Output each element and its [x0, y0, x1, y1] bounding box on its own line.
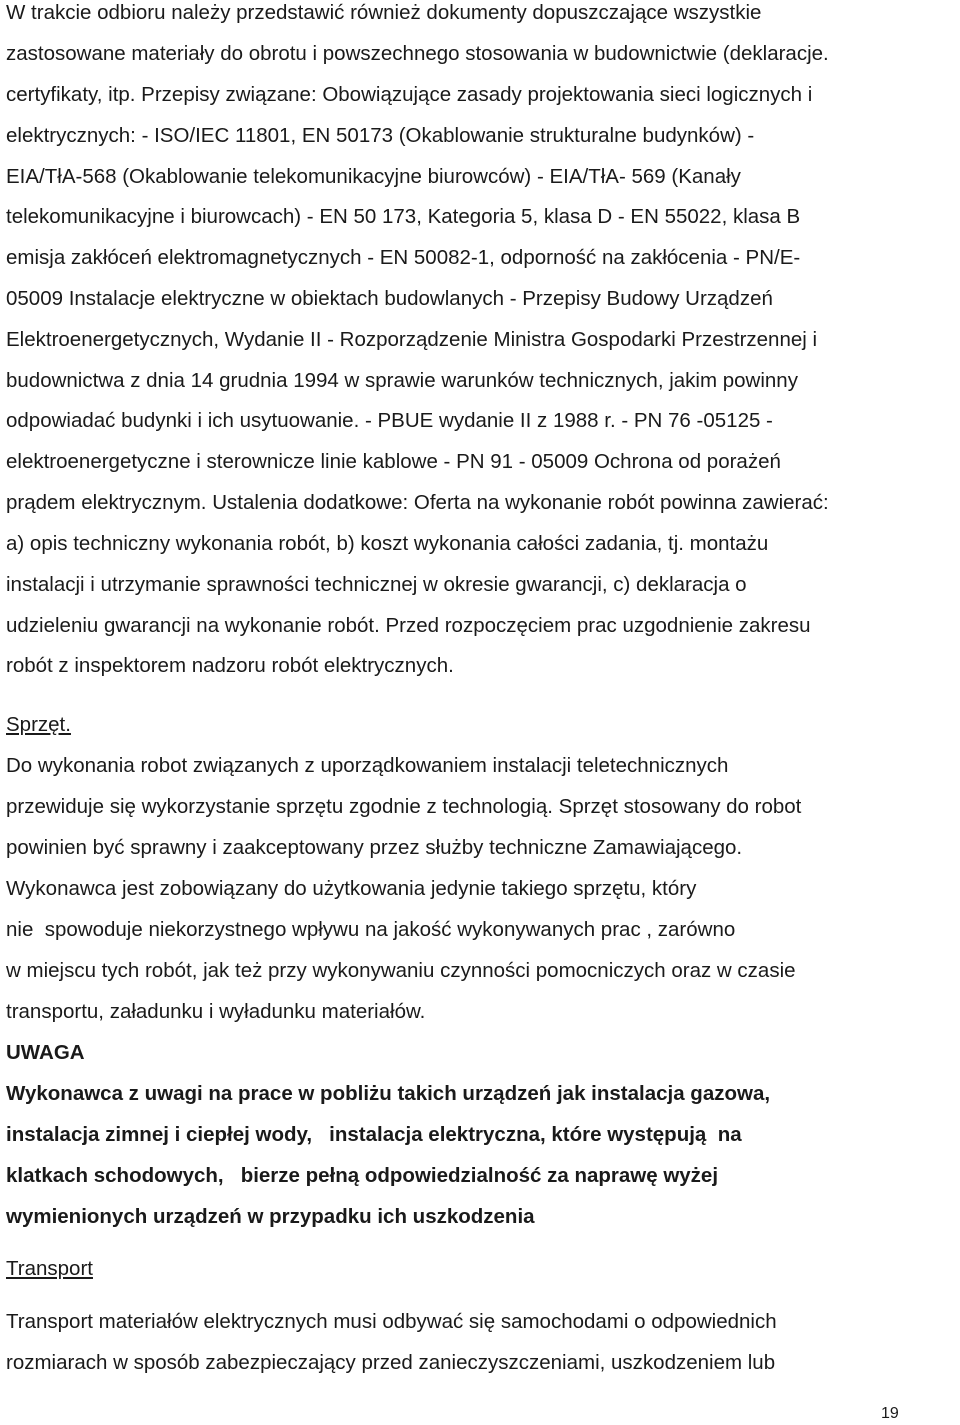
para1-line: robót z inspektorem nadzoru robót elektrycznych.	[6, 654, 454, 677]
para1-line: elektroenergetyczne i sterownicze linie kablowe - PN 91 - 05009 Ochrona od porażeń	[6, 450, 781, 473]
para1-line: telekomunikacyjne i biurowcach) - EN 50 173, Kategoria 5, klasa D - EN 55022, klasa B	[6, 205, 801, 228]
para1-line: W trakcie odbioru należy przedstawić również dokumenty dopuszczające wszystkie	[6, 1, 762, 24]
uwaga-line: klatkach schodowych, bierze pełną odpowiedzialność za naprawę wyżej	[6, 1164, 719, 1187]
para2-line: Do wykonania robot związanych z uporządkowaniem instalacji teletechnicznych	[6, 754, 729, 777]
para2-line: w miejscu tych robót, jak też przy wykonywaniu czynności pomocniczych oraz w czasie	[6, 959, 796, 982]
para1-line: prądem elektrycznym. Ustalenia dodatkowe: Oferta na wykonanie robót powinna zawierać:	[6, 491, 829, 514]
uwaga-line: wymienionych urządzeń w przypadku ich uszkodzenia	[6, 1205, 535, 1228]
para1-line: certyfikaty, itp. Przepisy związane: Obowiązujące zasady projektowania sieci logicznych i	[6, 83, 813, 106]
para2-line: transportu, załadunku i wyładunku materiałów.	[6, 1000, 426, 1023]
para2-line: powinien być sprawny i zaakceptowany przez służby techniczne Zamawiającego.	[6, 836, 743, 859]
para1-line: udzieleniu gwarancji na wykonanie robót. Przed rozpoczęciem prac uzgodnienie zakresu	[6, 614, 811, 637]
para1-line: odpowiadać budynki i ich usytuowanie. - PBUE wydanie II z 1988 r. - PN 76 -05125 -	[6, 409, 773, 432]
para3-line: rozmiarach w sposób zabezpieczający przed zanieczyszczeniami, uszkodzeniem lub	[6, 1351, 776, 1374]
para1-line: instalacji i utrzymanie sprawności technicznej w okresie gwarancji, c) deklaracja o	[6, 573, 747, 596]
para1-line: budownictwa z dnia 14 grudnia 1994 w sprawie warunków technicznych, jakim powinny	[6, 369, 798, 392]
page-number: 19	[881, 1405, 899, 1422]
para1-line: emisja zakłóceń elektromagnetycznych - EN 50082-1, odporność na zakłócenia - PN/E-	[6, 246, 801, 269]
para1-line: elektrycznych: - ISO/IEC 11801, EN 50173 (Okablowanie strukturalne budynków) -	[6, 124, 755, 147]
para1-line: a) opis techniczny wykonania robót, b) koszt wykonania całości zadania, tj. montażu	[6, 532, 769, 555]
para1-line: Elektroenergetycznych, Wydanie II - Rozporządzenie Ministra Gospodarki Przestrzennej i	[6, 328, 818, 351]
para1-line: 05009 Instalacje elektryczne w obiektach budowlanych - Przepisy Budowy Urządzeń	[6, 287, 773, 310]
para2-line: przewiduje się wykorzystanie sprzętu zgodnie z technologią. Sprzęt stosowany do robot	[6, 795, 802, 818]
para1-line: EIA/TłA-568 (Okablowanie telekomunikacyjne biurowców) - EIA/TłA- 569 (Kanały	[6, 165, 741, 188]
section-heading-uwaga: UWAGA	[6, 1041, 85, 1064]
uwaga-line: instalacja zimnej i ciepłej wody, instalacja elektryczna, które występują na	[6, 1123, 742, 1146]
section-heading-transport: Transport	[6, 1257, 93, 1280]
para1-line: zastosowane materiały do obrotu i powszechnego stosowania w budownictwie (deklaracje.	[6, 42, 829, 65]
uwaga-line: Wykonawca z uwagi na prace w pobliżu takich urządzeń jak instalacja gazowa,	[6, 1082, 771, 1105]
section-heading-sprzet: Sprzęt.	[6, 713, 71, 736]
para3-line: Transport materiałów elektrycznych musi odbywać się samochodami o odpowiednich	[6, 1310, 777, 1333]
para2-line: nie spowoduje niekorzystnego wpływu na jakość wykonywanych prac , zarówno	[6, 918, 736, 941]
para2-line: Wykonawca jest zobowiązany do użytkowania jedynie takiego sprzętu, który	[6, 877, 697, 900]
